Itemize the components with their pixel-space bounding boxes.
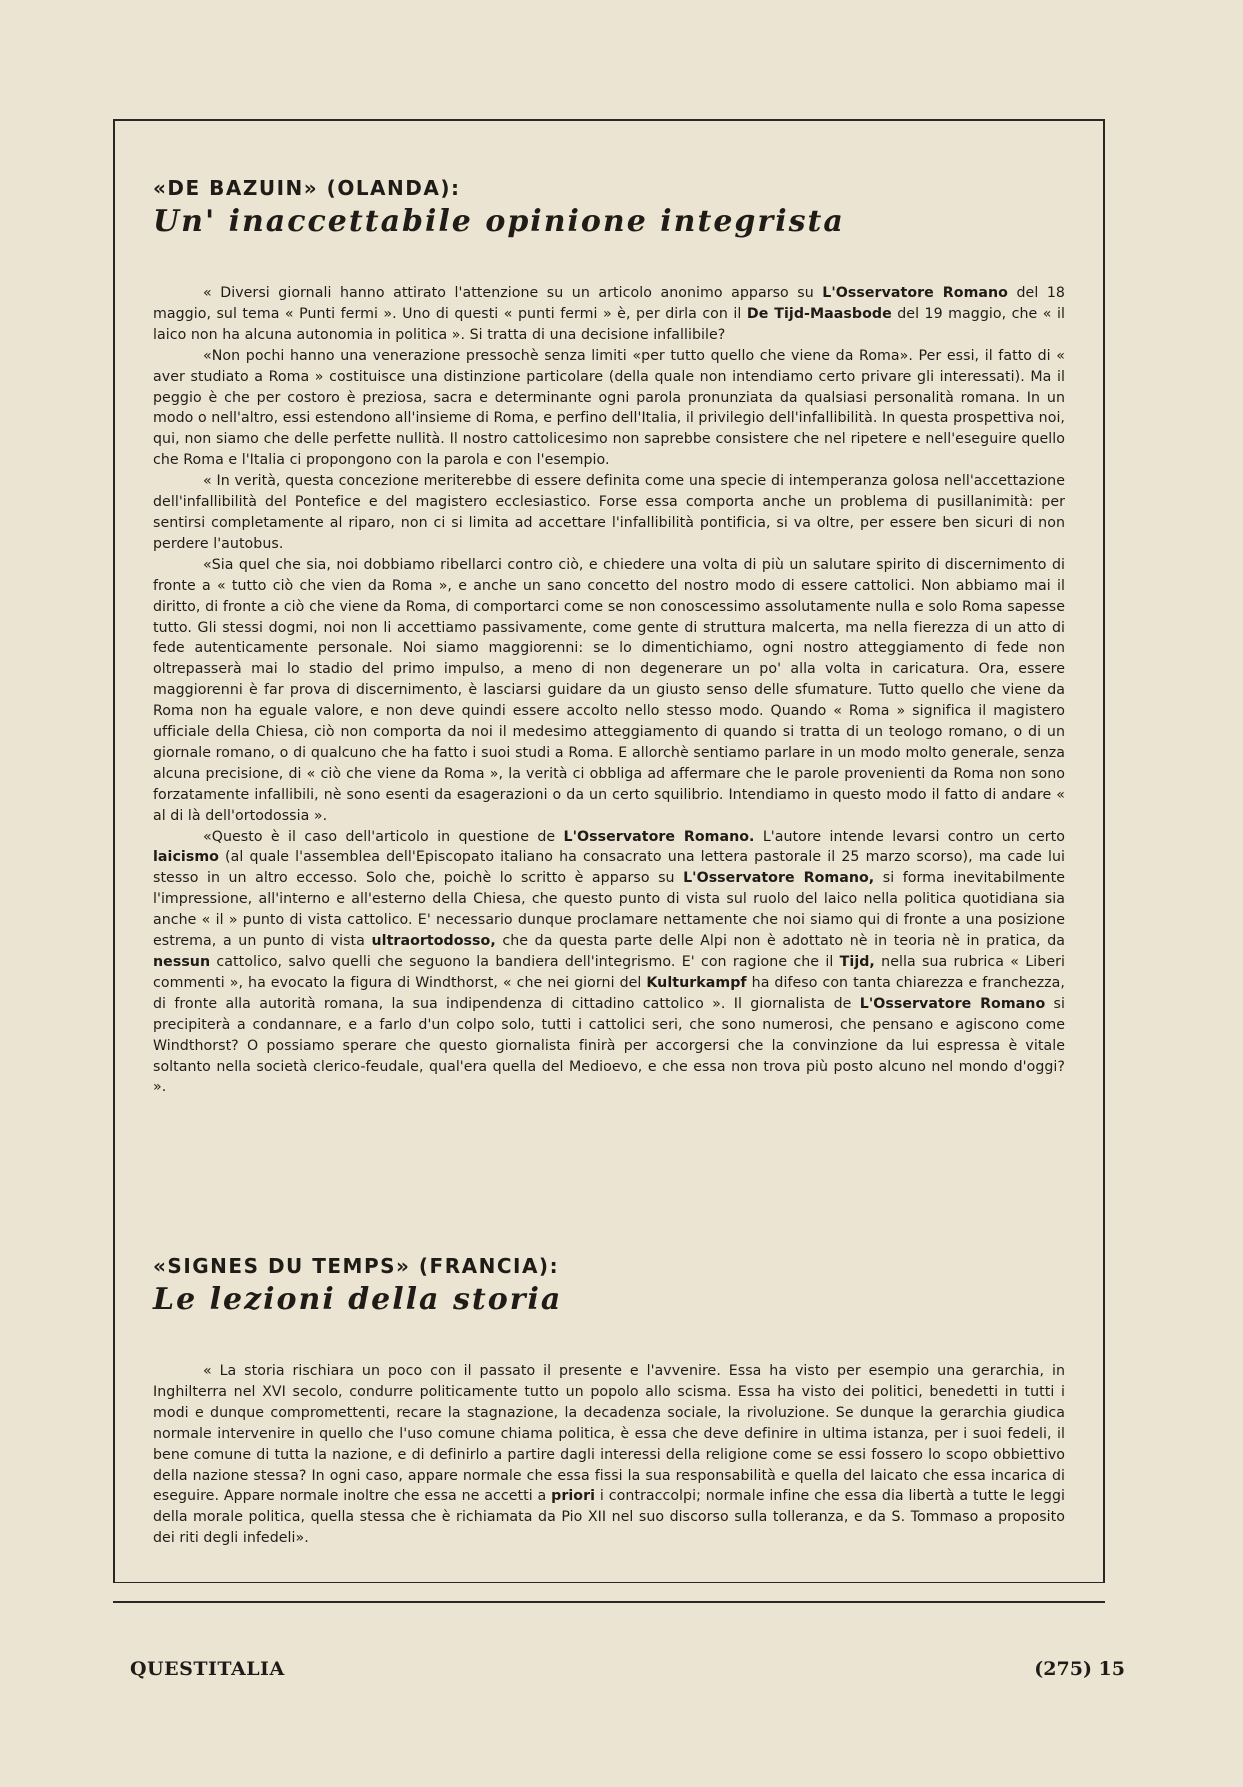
article-box (113, 121, 1105, 1583)
bold-run: laicismo (153, 849, 219, 866)
text-run: i contraccolpi; normale infine che essa dia libertà a tutte le leggi della morale politica, quella stessa che è richiamata da Pio XII nel suo discorso sulla tolleranza, e da S. Tommaso a proposito dei riti degli infedeli». (153, 1488, 1065, 1547)
text-run: del 18 maggio, sul tema « Punti fermi ». Uno di questi « punti fermi » è, per dirla con il (153, 285, 1065, 322)
section-de-bazuin (153, 176, 1065, 1098)
magazine-name: QUESTITALIA (130, 1658, 285, 1680)
bold-run: Tijd, (839, 954, 875, 970)
bold-run: nessun (153, 954, 211, 970)
text-run: si forma inevitabilmente l'impressione, all'interno e all'esterno della Chiesa, che questo punto di vista sul ruolo del laico nella politica quotidiana sia anche « il » punto di vista cattolico. E' necessario dunque proclamare nettamente che noi siamo qui di fronte a una posizione estrema, a un punto di vista (153, 870, 1065, 950)
text-run: L'autore intende levarsi contro un certo (754, 828, 1066, 845)
section-kicker: «DE BAZUIN» (OLANDA): (153, 176, 461, 200)
bold-run: L'Osservatore Romano (822, 285, 1008, 301)
text-run: del 19 maggio, che « il laico non ha alcuna autonomia in politica ». Si tratta di una decisione infallibile? (153, 305, 1065, 343)
section-headline: Un' inaccettabile opinione integrista (153, 204, 845, 239)
bold-run: De Tijd-Maasbode (746, 305, 892, 322)
bold-run: Kulturkampf (646, 974, 747, 991)
text-run: «Questo è il caso dell'articolo in questione de (203, 828, 564, 845)
section-signes-du-temps (153, 1254, 1065, 1549)
bold-run: L'Osservatore Romano, (683, 870, 875, 887)
paragraph (153, 1361, 1065, 1549)
text-run: «Sia quel che sia, noi dobbiamo ribellarci contro ciò, e chiedere una volta di più un salutare spirito di discernimento di fronte a « tutto ciò che vien da Roma », e anche un sano concetto del nostro modo di essere cattolici. Non abbiamo mai il diritto, di fronte a ciò che viene da Roma, di comportarci come se non conoscessimo assolutamente nulla e solo Roma sapesse tutto. Gli stessi dogmi, noi non li accettiamo passivamente, come gente di struttura malcerta, ma nella fierezza di un atto di fede autenticamente personale. Noi siamo maggiorenni: se lo dimentichiamo, ogni nostro atteggiamento di fede non oltrepasserà mai lo stadio del primo impulso, a meno di non degenerare un po' alla volta in caricatura. Ora, essere maggiorenni è far prova di discernimento, è lasciarsi guidare da un giusto senso delle sfumature. Tutto quello che viene da Roma non ha eguale valore, e non deve quindi essere accolto nello stesso modo. Quando « Roma » significa il magistero ufficiale della Chiesa, ciò non comporta da noi il medesimo atteggiamento di quando si tratta di un teologo romano, o di un giornale romano, o di qualcuno che ha fatto i suoi studi a Roma. E allorchè sentiamo parlare in un modo molto generale, senza alcuna precisione, di « ciò che viene da Roma », la verità ci obbliga ad affermare che le parole provenienti da Roma non sono forzatamente infallibili, nè sono esenti da esagerazioni o da un certo squilibrio. Intendiamo in questo modo il fatto di andare « al di là dell'ortodossia ». (153, 556, 1065, 824)
text-run: si precipiterà a condannare, e a farlo d'un colpo solo, tutti i cattolici seri, che sono numerosi, che pensano e agiscono come Windthorst? O possiamo sperare che questo giornalista finirà per accorgersi che la convinzione da lui espressa è vitale soltanto nella società clerico-feudale, qual'era quella del Medioevo, e che essa non trova più posto alcuno nel mondo d'oggi? ». (153, 995, 1065, 1096)
text-run: « La storia rischiara un poco con il passato il presente e l'avvenire. Essa ha visto per esempio una gerarchia, in Inghilterra nel XVI secolo, condurre politicamente tutto un popolo allo scisma. Essa ha visto dei politici, benedetti in tutti i modi e dunque compromettenti, recare la stagnazione, la decadenza sociale, la rivoluzione. Se dunque la gerarchia giudica normale intervenire in quello che l'uso comune chiama politica, è essa che deve definire in ultima istanza, per i suoi fedeli, il bene comune di tutta la nazione, e di definirlo a partire dagli interessi della religione come se essi fossero lo scopo obbiettivo della nazione stessa? In ogni caso, appare normale che essa fissi la sua responsabilità e quella del laicato che essa incarica di eseguire. Appare normale inoltre che essa ne accetti a (153, 1363, 1065, 1505)
text-run: cattolico, salvo quelli che seguono la bandiera dell'integrismo. E' con ragione che il (210, 954, 840, 970)
bold-run: ultraortodosso, (371, 933, 496, 950)
text-run: « In verità, questa concezione meriterebbe di essere definita come una specie di intemperanza golosa nell'accettazione dell'infallibilità del Pontefice e del magistero ecclesiastico. Forse essa comporta anche un problema di pusillanimità: per sentirsi completamente al riparo, non ci si limita ad accettare l'infallibilità pontificia, si va oltre, per essere ben sicuri di non perdere l'autobus. (153, 473, 1065, 552)
paragraph (153, 283, 1065, 346)
page-number: (275) 15 (1034, 1658, 1125, 1680)
text-run: «Non pochi hanno una venerazione pressochè senza limiti «per tutto quello che viene da Roma». Per essi, il fatto di « aver studiato a Roma » costituisce una distinzione particolare (della quale non intendiamo certo privare gli interessati). Ma il peggio è che per costoro è preziosa, sacra e determinante ogni parola pronunziata da qualsiasi personalità romana. In un modo o nell'altro, essi estendono all'insieme di Roma, e perfino dell'Italia, il privilegio dell'infallibilità. In questa prospettiva noi, qui, non siamo che delle perfette nullità. Il nostro cattolicesimo non saprebbe consistere che nel ripetere e nell'eseguire quello che Roma e l'Italia ci propongono con la parola e con l'esempio. (153, 347, 1065, 469)
text-run: « Diversi giornali hanno attirato l'attenzione su un articolo anonimo apparso su (203, 285, 823, 301)
paragraph (153, 346, 1065, 471)
section-body (153, 283, 1065, 1098)
paragraph (153, 471, 1065, 555)
bold-run: L'Osservatore Romano. (563, 828, 755, 845)
text-run: che da questa parte delle Alpi non è adottato nè in teoria nè in pratica, da (495, 933, 1065, 950)
bold-run: priori (551, 1488, 596, 1505)
text-run: nella sua rubrica « Liberi commenti », ha evocato la figura di Windthorst, « che nei giorni del (153, 954, 1065, 991)
section-headline: Le lezioni della storia (153, 1282, 563, 1317)
text-run: (al quale l'assemblea dell'Episcopato italiano ha consacrato una lettera pastorale il 25 marzo scorso), ma cade lui stesso in un altro eccesso. Solo che, poichè lo scritto è apparso su (153, 849, 1065, 887)
paragraph (153, 555, 1065, 827)
text-run: ha difeso con tanta chiarezza e franchezza, di fronte alla autorità romana, la sua indipendenza di cittadino cattolico ». Il giornalista de (153, 974, 1065, 1012)
section-kicker: «SIGNES DU TEMPS» (FRANCIA): (153, 1254, 560, 1278)
section-body (153, 1361, 1065, 1549)
bold-run: L'Osservatore Romano (859, 995, 1046, 1012)
article-frame (113, 119, 1105, 1603)
paragraph (153, 827, 1065, 1099)
